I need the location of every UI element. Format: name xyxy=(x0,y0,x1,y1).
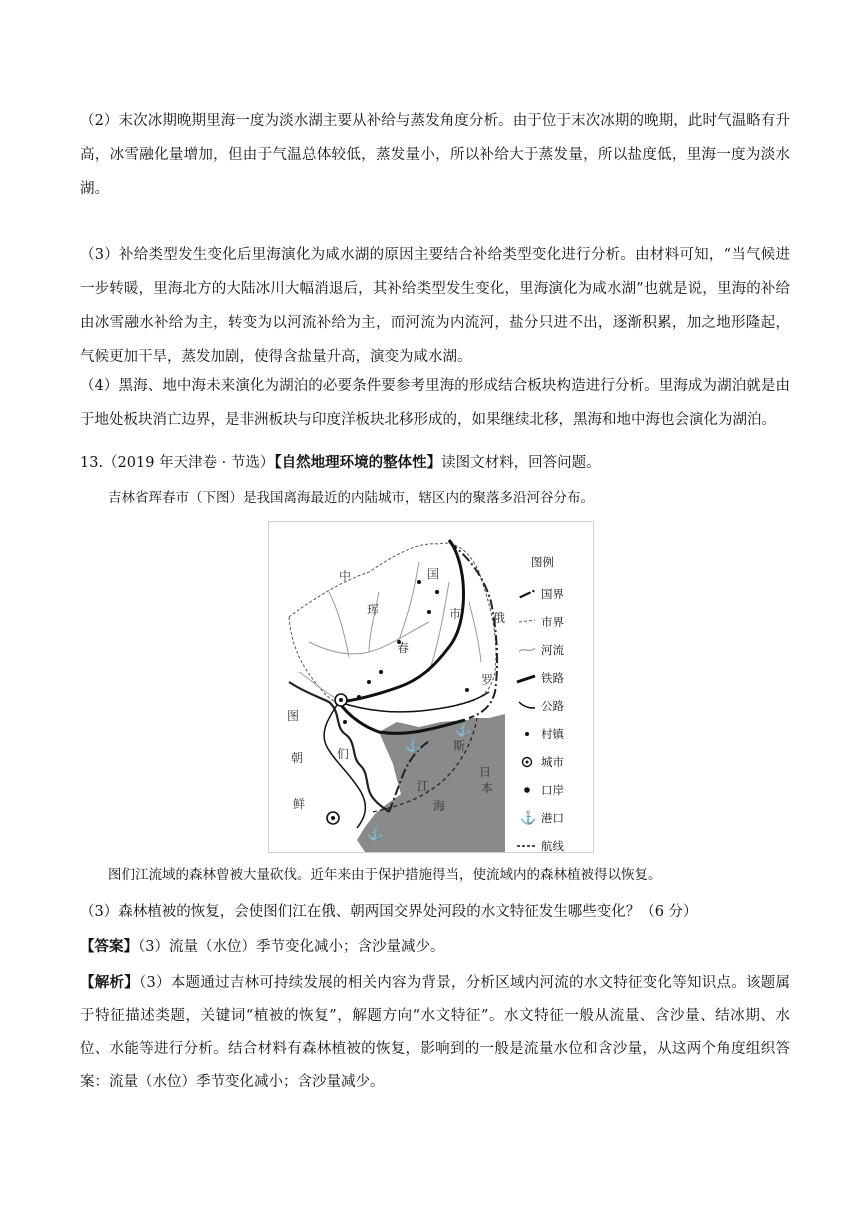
city-rason-center xyxy=(331,816,335,820)
river-line xyxy=(299,672,334,697)
river-icon xyxy=(519,648,535,652)
legend-title: 图例 xyxy=(531,555,554,569)
question-13-topic: 【自然地理环境的整体性】 xyxy=(274,455,442,471)
analysis-text: （3）本题通过吉林可持续发展的相关内容为背景，分析区域内河流的水文特征变化等知识点。该题属于特征描述类题，关键词“植被的恢复”，解题方向“水文特征”。水文特征一般从流量、含沙量、结冰期、水位、水能等进行分析。结合材料有森林植被的恢复，影响到的一般是流量水位和含沙量，从这两个角度组织答案：流量（水位）季节变化减小；含沙量减少。 xyxy=(80,975,791,1090)
label-chun: 春 xyxy=(397,641,410,655)
label-luo: 罗 xyxy=(481,673,494,687)
city-circle-icon-center xyxy=(526,761,529,764)
label-hun: 珲 xyxy=(367,603,380,617)
village-dot xyxy=(379,670,383,674)
anchor-icon: ⚓ xyxy=(455,723,472,738)
national-border-icon xyxy=(520,591,535,598)
village-dot xyxy=(465,688,469,692)
label-tu: 图 xyxy=(287,709,300,723)
paragraph-text: （4）黑海、地中海未来演化为湖泊的必要条件要参考里海的形成结合板块构造进行分析。里海成为湖泊就是由于地处板块消亡边界，是非洲板块与印度洋板块北移形成的，如果继续北移，黑海和地中海也会演化为湖泊。 xyxy=(80,378,790,428)
label-chao: 朝 xyxy=(291,751,304,765)
city-hunchun-center xyxy=(339,698,343,702)
hunchun-map-figure xyxy=(268,521,594,853)
highway-line-east xyxy=(339,692,489,712)
answer-text: （3）流量（水位）季节变化减小；含沙量减少。 xyxy=(138,939,445,955)
legend-label: 国界 xyxy=(541,587,564,601)
label-guo: 国 xyxy=(427,567,440,581)
answer-label: 【答案】 xyxy=(80,939,138,955)
question-13-heading xyxy=(80,449,790,477)
legend-label: 河流 xyxy=(541,643,564,657)
city-boundary-line-west xyxy=(289,617,339,704)
river-line xyxy=(399,562,419,640)
anchor-icon: ⚓ xyxy=(405,739,422,754)
label-xian: 鲜 xyxy=(293,797,306,811)
question-13-material: 图们江流域的森林曾被大量砍伐。近年来由于保护措施得当，使流域内的森林植被得以恢复。 xyxy=(108,867,662,883)
river-line xyxy=(469,602,481,662)
question-13-intro: 吉林省珲春市（下图）是我国离海最近的内陆城市，辖区内的聚落多沿河谷分布。 xyxy=(108,490,594,506)
railway-icon xyxy=(517,676,535,682)
paragraph-text: （3）补给类型发生变化后里海演化为咸水湖的原因主要结合补给类型变化进行分析。由材料可知，“当气候进一步转暖，里海北方的大陆冰川大幅消退后，其补给类型发生变化，里海演化为咸水湖”也就是说，里海的补给由冰雪融水补给为主，转变为以河流补给为主，而河流为内流河，盐分只进不出，逐渐积累，加之地形隆起，气候更加干旱，蒸发加剧，使得含盐量升高，演变为咸水湖。 xyxy=(80,247,790,365)
legend-label: 公路 xyxy=(541,699,564,713)
answer-block xyxy=(80,932,790,962)
sub-question-3: （3）森林植被的恢复，会使图们江在俄、朝两国交界处河段的水文特征发生哪些变化？（6 分） xyxy=(80,904,698,920)
national-border-line-north xyxy=(449,542,497,718)
legend-label: 口岸 xyxy=(541,783,564,797)
village-dot xyxy=(367,680,371,684)
port-of-entry-dot-icon xyxy=(524,787,530,793)
city-boundary-icon xyxy=(519,620,535,622)
river-line xyxy=(329,592,349,657)
analysis-paragraph-4 xyxy=(80,369,790,437)
question-13-instruction: 读图文材料，回答问题。 xyxy=(441,455,601,471)
label-hai: 海 xyxy=(433,799,446,813)
label-ri: 日 xyxy=(479,765,492,779)
legend-label: 村镇 xyxy=(541,727,564,741)
village-dot-icon xyxy=(525,732,529,736)
analysis-paragraph-3 xyxy=(80,238,790,374)
analysis-paragraph-2 xyxy=(80,104,790,206)
village-dot xyxy=(427,610,431,614)
legend-label: 航线 xyxy=(541,839,564,852)
label-jiang: 江 xyxy=(417,779,430,793)
analysis-label: 【解析】 xyxy=(80,975,140,991)
map-legend xyxy=(517,555,565,852)
legend-label: 市界 xyxy=(541,615,564,629)
highway-icon xyxy=(519,702,535,708)
label-si: 斯 xyxy=(453,739,466,753)
label-men: 们 xyxy=(337,747,350,761)
village-dot xyxy=(357,695,361,699)
legend-label: 城市 xyxy=(541,755,564,769)
city-boundary-line xyxy=(289,543,496,704)
legend-label: 港口 xyxy=(541,811,564,825)
paragraph-text: （2）末次冰期晚期里海一度为淡水湖主要从补给与蒸发角度分析。由于位于末次冰期的晚期，此时气温略有升高，冰雪融化量增加，但由于气温总体较低，蒸发量小，所以补给大于蒸发量，所以盐度低，里海一度为淡水湖。 xyxy=(80,113,790,197)
railway-line xyxy=(339,540,463,702)
village-dot xyxy=(417,580,421,584)
label-zhong: 中 xyxy=(339,569,352,583)
village-dot xyxy=(435,590,439,594)
label-shi: 市 xyxy=(449,607,462,621)
question-13-source: 13.（2019 年天津卷 · 节选） xyxy=(80,455,275,471)
anchor-icon: ⚓ xyxy=(367,827,384,842)
legend-label: 铁路 xyxy=(541,671,564,685)
river-line xyxy=(369,592,379,652)
label-e: 俄 xyxy=(493,611,506,625)
label-ben: 本 xyxy=(481,781,494,795)
anchor-legend-icon: ⚓ xyxy=(520,811,537,826)
village-dot xyxy=(343,720,347,724)
analysis-block xyxy=(80,967,790,1099)
map-svg xyxy=(269,522,593,852)
